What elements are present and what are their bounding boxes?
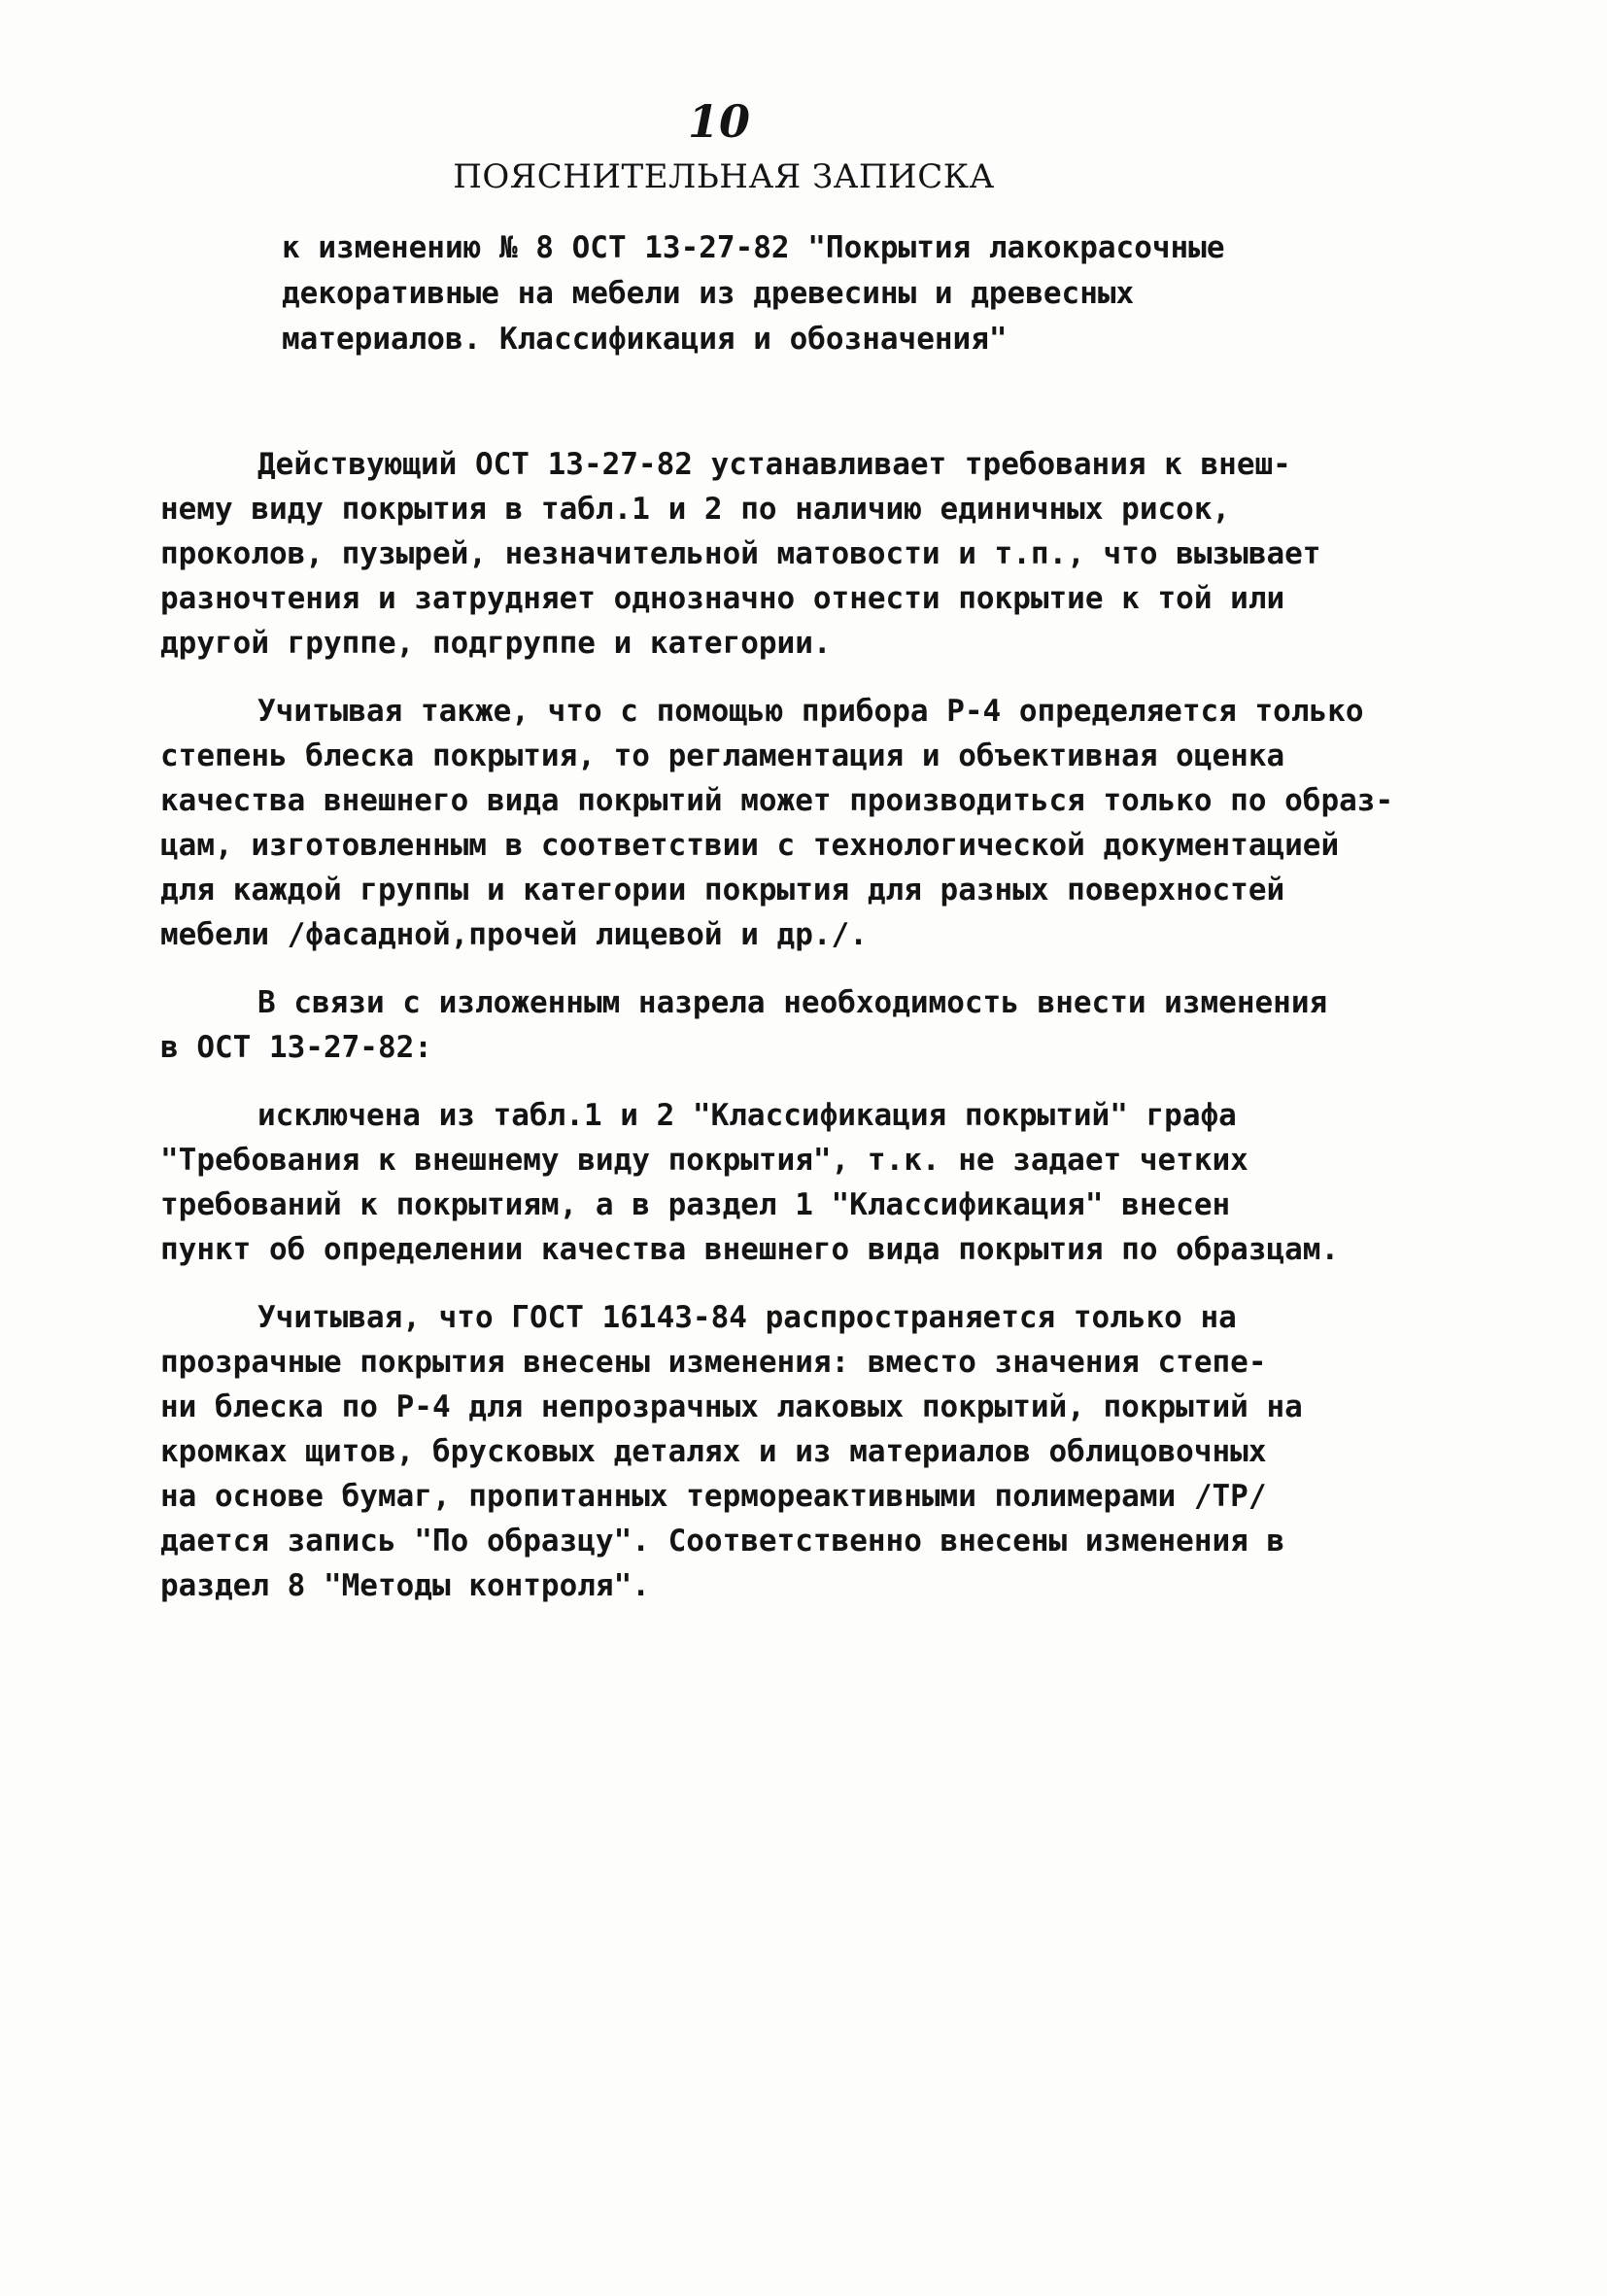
text-line: пункт об определении качества внешнего вида покрытия по образцам.	[160, 1232, 1340, 1267]
text-line: "Требования к внешнему виду покрытия", т.к. не задает четких	[160, 1143, 1248, 1178]
text-line: исключена из табл.1 и 2 "Классификация покрытий" графа	[257, 1098, 1237, 1133]
subtitle-line: декоративные на мебели из древесины и древесных	[282, 276, 1135, 311]
text-line: раздел 8 "Методы контроля".	[160, 1568, 650, 1603]
paragraph-3	[160, 980, 1443, 1070]
subtitle-line: материалов. Классификация и обозначения"	[282, 322, 1008, 357]
document-title: ПОЯСНИТЕЛЬНАЯ ЗАПИСКА	[453, 157, 995, 196]
paragraph-4	[160, 1093, 1443, 1272]
paragraph-1	[160, 442, 1443, 666]
text-line: степень блеска покрытия, то регламентация и объективная оценка	[160, 738, 1285, 773]
text-line: Учитывая, что ГОСТ 16143-84 распространяется только на	[257, 1300, 1237, 1335]
text-line: мебели /фасадной,прочей лицевой и др./.	[160, 917, 868, 952]
text-line: цам, изготовленным в соответствии с технологической документацией	[160, 828, 1340, 863]
text-line: разночтения и затрудняет однозначно отнести покрытие к той или	[160, 581, 1285, 616]
text-line: нему виду покрытия в табл.1 и 2 по наличию единичных рисок,	[160, 492, 1231, 527]
text-line: другой группе, подгруппе и категории.	[160, 626, 832, 661]
text-line: дается запись "По образцу". Соответственно внесены изменения в	[160, 1524, 1285, 1559]
text-line: качества внешнего вида покрытий может производиться только по образ-	[160, 783, 1394, 818]
text-line: на основе бумаг, пропитанных термореактивными полимерами /ТР/	[160, 1479, 1267, 1514]
text-line: в ОСТ 13-27-82:	[160, 1030, 432, 1065]
document-subtitle	[282, 225, 1253, 362]
text-line: прозрачные покрытия внесены изменения: вместо значения степе-	[160, 1345, 1267, 1380]
page-number: 10	[687, 95, 750, 148]
body-text	[160, 442, 1443, 1608]
text-line: проколов, пузырей, незначительной матовости и т.п., что вызывает	[160, 536, 1321, 571]
text-line: кромках щитов, брусковых деталях и из материалов облицовочных	[160, 1434, 1267, 1469]
paragraph-5	[160, 1295, 1443, 1608]
text-line: Учитывая также, что с помощью прибора Р-4 определяется только	[257, 694, 1364, 729]
text-line: Действующий ОСТ 13-27-82 устанавливает требования к внеш-	[257, 447, 1291, 482]
text-line: требований к покрытиям, а в раздел 1 "Классификация" внесен	[160, 1187, 1231, 1222]
subtitle-line: к изменению № 8 ОСТ 13-27-82 "Покрытия лакокрасочные	[282, 230, 1225, 265]
text-line: для каждой группы и категории покрытия для разных поверхностей	[160, 873, 1285, 908]
text-line: В связи с изложенным назрела необходимость внести изменения	[257, 985, 1328, 1020]
paragraph-2	[160, 689, 1443, 957]
text-line: ни блеска по Р-4 для непрозрачных лаковых покрытий, покрытий на	[160, 1389, 1303, 1424]
